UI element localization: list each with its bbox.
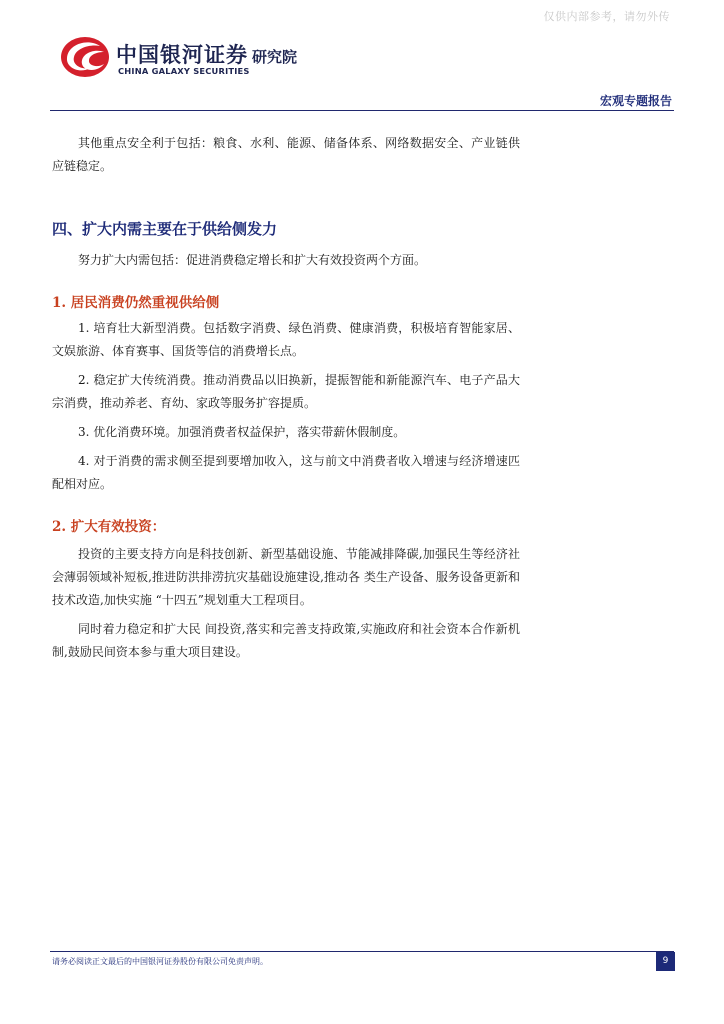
consumption-item: 3. 优化消费环境。加强消费者权益保护，落实带薪休假制度。 (78, 425, 406, 439)
report-body (52, 132, 520, 664)
header-rule (50, 110, 674, 111)
subsection-title-investment: 2. 扩大有效投资： (52, 519, 166, 535)
section-title: 四、扩大内需主要在于供给侧发力 (52, 220, 278, 238)
footer-rule (50, 951, 674, 952)
galaxy-logo-icon (58, 34, 112, 80)
brand-name-cn: 中国银河证券 (116, 43, 248, 67)
consumption-item: 2. 稳定扩大传统消费。推动消费品以旧换新，提振智能和新能源汽车、电子产品大宗消费，推动养老、育幼、家政等服务扩容提质。 (52, 373, 520, 410)
investment-paragraph: 同时着力稳定和扩大民 间投资,落实和完善支持政策,实施政府和社会资本合作新机 制,鼓励民间资本参与重大项目建设。 (52, 622, 520, 659)
page-number: 9 (656, 952, 675, 971)
brand-institute: 研究院 (252, 48, 298, 66)
section-lead-paragraph: 努力扩大内需包括：促进消费稳定增长和扩大有效投资两个方面。 (78, 253, 427, 267)
brand-name-en: CHINA GALAXY SECURITIES (118, 66, 250, 76)
consumption-item: 1. 培育壮大新型消费。包括数字消费、绿色消费、健康消费，积极培育智能家居、文娱旅游、体育赛事、国货等信的消费增长点。 (52, 321, 520, 358)
intro-paragraph: 其他重点安全利于包括：粮食、水利、能源、储备体系、网络数据安全、产业链供应链稳定。 (52, 136, 520, 173)
consumption-item: 4. 对于消费的需求侧至提到要增加收入，这与前文中消费者收入增速与经济增速匹配相对应。 (52, 454, 520, 491)
report-type-label: 宏观专题报告 (599, 94, 672, 108)
watermark-text: 仅供内部参考，请勿外传 (543, 10, 670, 23)
subsection-title-consumption: 1. 居民消费仍然重视供给侧 (52, 295, 220, 311)
footer-disclaimer: 请务必阅读正文最后的中国银河证券股份有限公司免责声明。 (52, 957, 268, 966)
investment-paragraph: 投资的主要支持方向是科技创新、新型基础设施、节能减排降碳,加强民生等经济社会薄弱领域补短板,推进防洪排涝抗灾基础设施建设,推动各 类生产设备、服务设备更新和技术改造,加快实施 “十四五”规划重大工程项目。 (52, 547, 520, 607)
